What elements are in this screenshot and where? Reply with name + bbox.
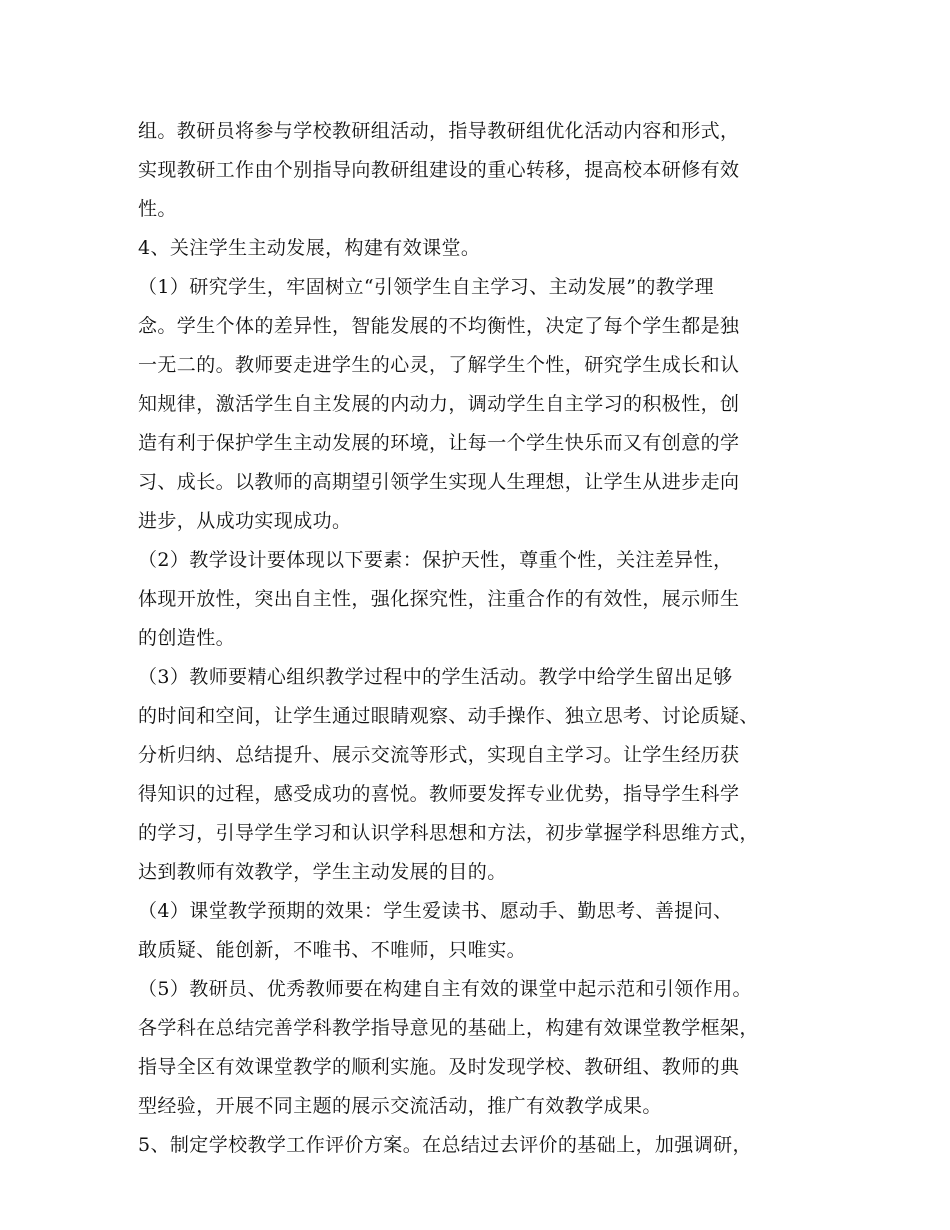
text-line: 的时间和空间，让学生通过眼睛观察、动手操作、独立思考、讨论质疑、 bbox=[138, 705, 759, 727]
text-line: 造有利于保护学生主动发展的环境，让每一个学生快乐而又有创意的学 bbox=[138, 432, 740, 454]
text-line: 得知识的过程，感受成功的喜悦。教师要发挥专业优势，指导学生科学 bbox=[138, 783, 740, 805]
text-line: 进步，从成功实现成功。 bbox=[138, 510, 352, 532]
text-line: 组。教研员将参与学校教研组活动，指导教研组优化活动内容和形式， bbox=[138, 120, 740, 142]
text-line: （3）教师要精心组织教学过程中的学生活动。教学中给学生留出足够 bbox=[138, 666, 733, 688]
text-line: 敢质疑、能创新，不唯书、不唯师，只唯实。 bbox=[138, 939, 527, 961]
text-line: 型经验，开展不同主题的展示交流活动，推广有效教学成果。 bbox=[138, 1095, 662, 1117]
section-heading-4: 4、关注学生主动发展，构建有效课堂。 bbox=[138, 237, 481, 259]
text-line: 实现教研工作由个别指导向教研组建设的重心转移，提高校本研修有效 bbox=[138, 159, 740, 181]
text-line: 一无二的。教师要走进学生的心灵，了解学生个性，研究学生成长和认 bbox=[138, 354, 740, 376]
document-body bbox=[138, 112, 838, 1165]
text-line: 念。学生个体的差异性，智能发展的不均衡性，决定了每个学生都是独 bbox=[138, 315, 740, 337]
text-line: 指导全区有效课堂教学的顺利实施。及时发现学校、教研组、教师的典 bbox=[138, 1056, 740, 1078]
text-line: 习、成长。以教师的高期望引领学生实现人生理想，让学生从进步走向 bbox=[138, 471, 740, 493]
text-line: 达到教师有效教学，学生主动发展的目的。 bbox=[138, 861, 507, 883]
text-line: （2）教学设计要体现以下要素：保护天性，尊重个性，关注差异性， bbox=[138, 549, 733, 571]
text-line: 各学科在总结完善学科教学指导意见的基础上，构建有效课堂教学框架， bbox=[138, 1017, 759, 1039]
text-line: 的创造性。 bbox=[138, 627, 236, 649]
text-line: 体现开放性，突出自主性，强化探究性，注重合作的有效性，展示师生 bbox=[138, 588, 740, 610]
text-line: 知规律，激活学生自主发展的内动力，调动学生自主学习的积极性，创 bbox=[138, 393, 740, 415]
text-line: 的学习，引导学生学习和认识学科思想和方法，初步掌握学科思维方式， bbox=[138, 822, 759, 844]
section-heading-5: 5、制定学校教学工作评价方案。在总结过去评价的基础上，加强调研， bbox=[138, 1134, 752, 1156]
text-line: （4）课堂教学预期的效果：学生爱读书、愿动手、勤思考、善提问、 bbox=[138, 900, 733, 922]
text-line: （5）教研员、优秀教师要在构建自主有效的课堂中起示范和引领作用。 bbox=[138, 978, 752, 1000]
text-line: 性。 bbox=[138, 198, 177, 220]
text-line: （1）研究学生，牢固树立“引领学生自主学习、主动发展”的教学理 bbox=[138, 276, 714, 298]
text-line: 分析归纳、总结提升、展示交流等形式，实现自主学习。让学生经历获 bbox=[138, 744, 740, 766]
